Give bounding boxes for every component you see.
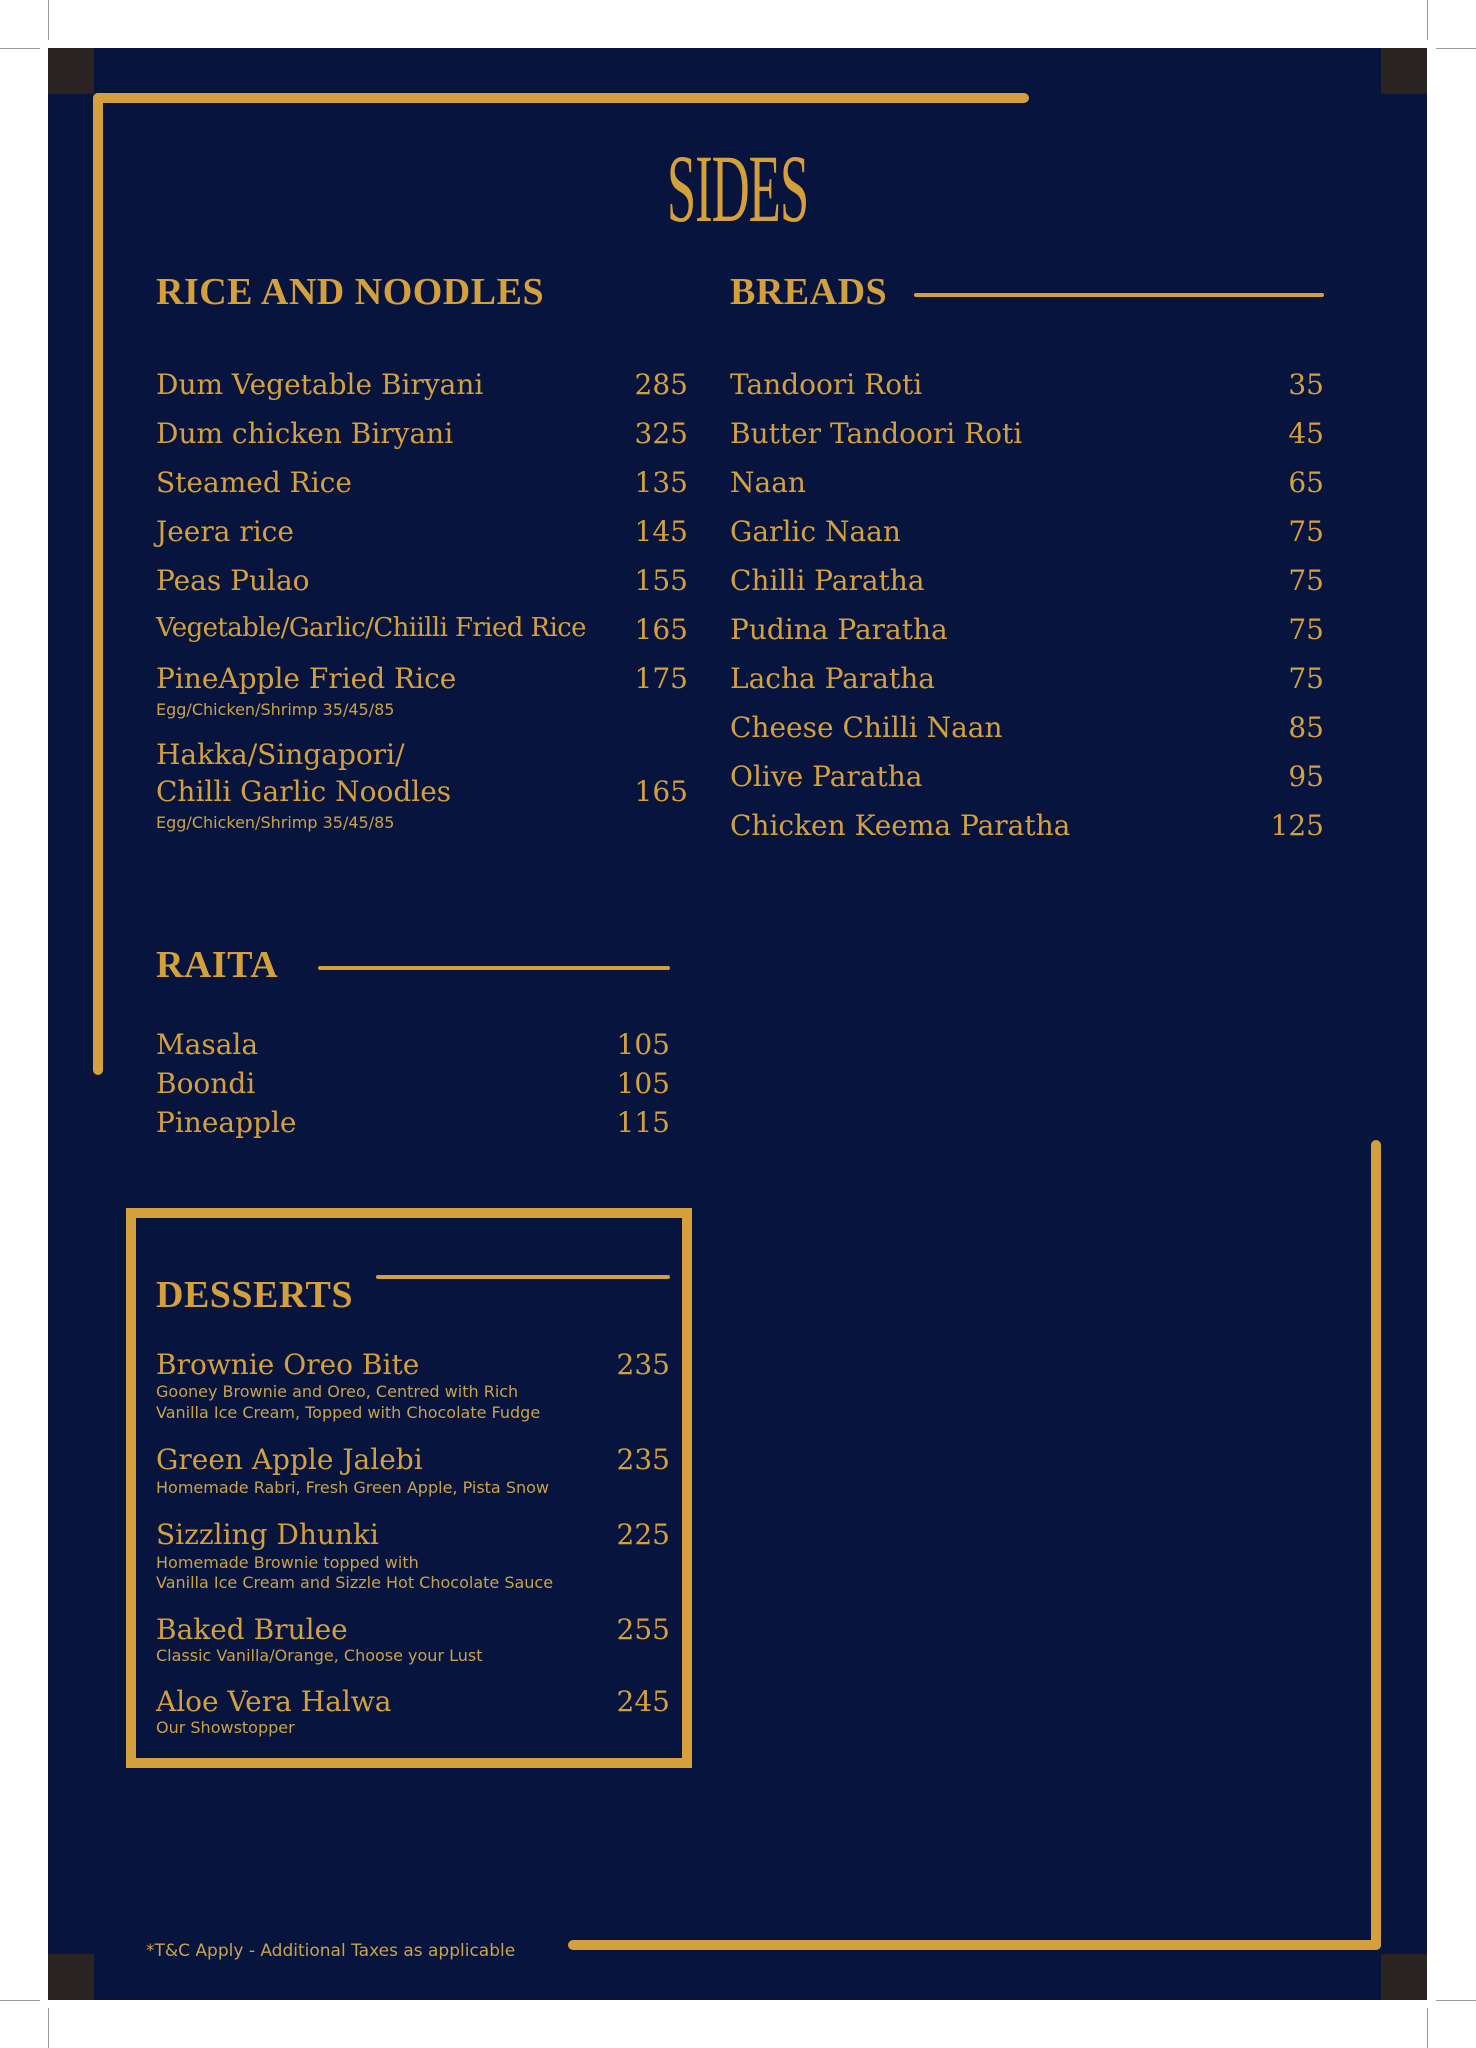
menu-item-description: Our Showstopper	[156, 1718, 295, 1737]
menu-page	[48, 48, 1427, 2000]
menu-item-description: Vanilla Ice Cream and Sizzle Hot Chocolate Sauce	[156, 1573, 554, 1592]
menu-item-name: Green Apple Jalebi	[156, 1443, 423, 1476]
frame-line-right	[1371, 1140, 1381, 1950]
menu-item-price: 75	[1288, 515, 1324, 548]
menu-item-description: Egg/Chicken/Shrimp 35/45/85	[156, 700, 395, 719]
menu-item-price: 105	[616, 1067, 670, 1100]
menu-item-price: 175	[634, 662, 688, 695]
menu-item-price: 95	[1288, 760, 1324, 793]
menu-item-price: 75	[1288, 564, 1324, 597]
crop-mark	[0, 2000, 40, 2001]
crop-mark	[1427, 0, 1428, 40]
menu-item-price: 75	[1288, 662, 1324, 695]
corner-tab	[48, 1954, 94, 2000]
menu-item-price: 75	[1288, 613, 1324, 646]
section-heading-desserts: DESSERTS	[156, 1274, 353, 1316]
menu-item-price: 165	[634, 613, 688, 646]
menu-item-name: Butter Tandoori Roti	[730, 417, 1023, 450]
menu-item-price: 235	[616, 1348, 670, 1381]
menu-item-price: 245	[616, 1685, 670, 1718]
corner-tab	[1381, 48, 1427, 94]
frame-line-bottom	[568, 1940, 1381, 1950]
menu-item-name: Peas Pulao	[156, 564, 310, 597]
menu-item-name: Vegetable/Garlic/Chiilli Fried Rice	[156, 613, 586, 643]
menu-item-name: Jeera rice	[156, 515, 294, 548]
menu-item-name: Chicken Keema Paratha	[730, 809, 1071, 842]
menu-item-description: Classic Vanilla/Orange, Choose your Lust	[156, 1646, 483, 1665]
menu-item-description: Gooney Brownie and Oreo, Centred with Rich	[156, 1382, 519, 1401]
menu-item-price: 135	[634, 466, 688, 499]
menu-item-description: Vanilla Ice Cream, Topped with Chocolate Fudge	[156, 1403, 541, 1422]
menu-item-description: Egg/Chicken/Shrimp 35/45/85	[156, 813, 395, 832]
menu-item-name: Olive Paratha	[730, 760, 923, 793]
menu-item-price: 115	[616, 1106, 670, 1139]
menu-item-name: Baked Brulee	[156, 1613, 348, 1646]
menu-item-name: Sizzling Dhunki	[156, 1518, 379, 1551]
page-title: SIDES	[666, 135, 809, 242]
menu-item-name: Dum Vegetable Biryani	[156, 368, 484, 401]
menu-item-name: Pudina Paratha	[730, 613, 948, 646]
menu-item-name: Masala	[156, 1028, 259, 1061]
menu-item-price: 65	[1288, 466, 1324, 499]
menu-item-price: 145	[634, 515, 688, 548]
menu-item-name: Boondi	[156, 1067, 256, 1100]
footnote: *T&C Apply - Additional Taxes as applicable	[146, 1941, 516, 1961]
frame-line-top	[93, 93, 1029, 103]
menu-item-price: 225	[616, 1518, 670, 1551]
menu-item-name: Hakka/Singapori/	[156, 738, 405, 771]
menu-item-description: Homemade Brownie topped with	[156, 1553, 419, 1572]
menu-item-price: 165	[634, 775, 688, 808]
crop-mark	[1436, 2000, 1476, 2001]
menu-item-name: Cheese Chilli Naan	[730, 711, 1003, 744]
section-heading-rice-noodles: RICE AND NOODLES	[156, 271, 545, 313]
menu-item-name: Dum chicken Biryani	[156, 417, 454, 450]
menu-item-price: 235	[616, 1443, 670, 1476]
menu-item-name: PineApple Fried Rice	[156, 662, 457, 695]
menu-item-name: Pineapple	[156, 1106, 297, 1139]
heading-rule	[376, 1275, 670, 1279]
section-heading-breads: BREADS	[730, 271, 888, 313]
menu-item-price: 285	[634, 368, 688, 401]
frame-line-left	[93, 93, 103, 1075]
menu-item-name: Naan	[730, 466, 806, 499]
corner-tab	[48, 48, 94, 94]
menu-item-name: Garlic Naan	[730, 515, 901, 548]
menu-item-price: 35	[1288, 368, 1324, 401]
menu-item-price: 155	[634, 564, 688, 597]
menu-item-price: 45	[1288, 417, 1324, 450]
menu-item-name: Tandoori Roti	[730, 368, 923, 401]
menu-item-description: Homemade Rabri, Fresh Green Apple, Pista Snow	[156, 1478, 549, 1497]
menu-item-price: 125	[1270, 809, 1324, 842]
menu-item-price: 105	[616, 1028, 670, 1061]
crop-mark	[48, 0, 49, 40]
menu-item-price: 85	[1288, 711, 1324, 744]
menu-item-name: Chilli Garlic Noodles	[156, 775, 452, 808]
heading-rule	[318, 966, 670, 970]
corner-tab	[1381, 1954, 1427, 2000]
menu-item-price: 325	[634, 417, 688, 450]
menu-item-name: Steamed Rice	[156, 466, 352, 499]
menu-item-name: Aloe Vera Halwa	[156, 1685, 392, 1718]
menu-item-price: 255	[616, 1613, 670, 1646]
menu-item-name: Brownie Oreo Bite	[156, 1348, 420, 1381]
menu-item-name: Lacha Paratha	[730, 662, 935, 695]
menu-item-name: Chilli Paratha	[730, 564, 925, 597]
crop-mark	[0, 48, 40, 49]
crop-mark	[1427, 2008, 1428, 2048]
section-heading-raita: RAITA	[156, 944, 279, 986]
heading-rule	[914, 293, 1324, 297]
crop-mark	[1436, 48, 1476, 49]
crop-mark	[48, 2008, 49, 2048]
